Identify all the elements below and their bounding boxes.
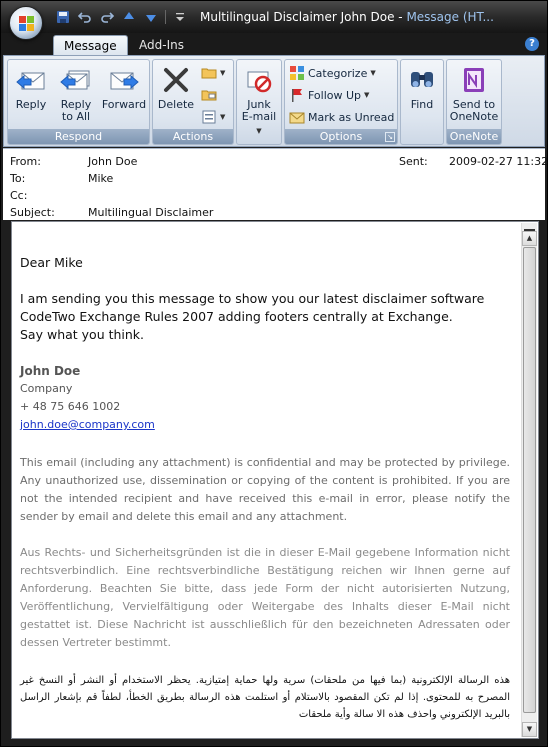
subject-label: Subject: [10, 206, 55, 219]
group-find [400, 59, 444, 145]
rule-icon [201, 87, 217, 103]
categorize-icon [289, 65, 305, 81]
scroll-up-arrow-icon[interactable]: ▲ [522, 231, 537, 246]
message-header [3, 148, 548, 220]
other-actions-icon [201, 109, 217, 125]
signature-company: Company [20, 382, 73, 395]
reply-icon [15, 64, 47, 96]
categorize-dropdown-icon: ▼ [370, 69, 376, 77]
message-body [20, 254, 510, 723]
ribbon-tabs [1, 33, 547, 55]
redo-icon[interactable] [99, 9, 115, 25]
group-onenote-label: OneNote [447, 129, 501, 144]
group-options-label [285, 129, 397, 144]
disclaimer-arabic: هذه الرسالة الإلكترونية (بما فيها من ملحقات) سرية ولها حماية إمتيازية. يحظر الاستخدام أو النشر أو النسخ غير المصرح به للمحتوى. إذا لم تكن المقصود بالاستلام أو استلمت هذه الرسالة بطريق الخطأ، لطفاً قم بإشعار الراسل بالبريد الإلكتروني واحذف هذه الا سالة وأية ملحقات [20, 675, 510, 720]
scroll-down-arrow-icon[interactable]: ▼ [522, 722, 537, 737]
save-icon[interactable] [55, 9, 71, 25]
disclaimer-german: Aus Rechts- und Sicherheitsgründen ist die in dieser E-Mail gegebene Information nicht rechtsverbindlich. Eine rechtsverbindliche Bestätigung reichen wir Ihnen gerne auf Anforderung. Beachten Sie bitte, dass jede Form der nicht autorisierten Nutzung, Veröffentlichung, Vervielfältigung oder Weitergabe des Inhalts dieser E-Mail nicht gestattet ist. Diese Nachricht ist ausschließlich für den bezeichneten Adressaten oder dessen Vertreter bestimmt. [20, 546, 510, 649]
from-label: From: [10, 155, 41, 168]
title-app: Message (HT... [406, 10, 494, 24]
body-line-1: I am sending you this message to show you our latest disclaimer software [20, 291, 485, 306]
body-line-3: Say what you think. [20, 327, 145, 342]
move-dropdown-icon: ▼ [220, 69, 226, 77]
signature-email-link[interactable]: john.doe@company.com [20, 418, 155, 431]
categorize-button[interactable] [289, 64, 376, 82]
subject-value: Multilingual Disclaimer [88, 206, 214, 219]
categorize-label: Categorize [308, 66, 368, 80]
send-to-onenote-button[interactable] [449, 64, 499, 123]
forward-button[interactable] [101, 64, 147, 111]
reply-all-icon [60, 64, 92, 96]
sent-value: 2009-02-27 11:32 [449, 155, 548, 168]
signature [20, 362, 510, 434]
undo-icon[interactable] [77, 9, 93, 25]
office-button[interactable] [9, 6, 43, 40]
to-value[interactable]: Mike [88, 172, 114, 185]
group-junk [236, 59, 282, 145]
follow-up-label: Follow Up [308, 88, 362, 102]
body-line-2: CodeTwo Exchange Rules 2007 adding footers centrally at Exchange. [20, 309, 453, 324]
junk-email-button[interactable] [238, 64, 280, 137]
help-icon[interactable]: ? [525, 37, 539, 51]
window-title [200, 10, 494, 24]
to-label: To: [10, 172, 26, 185]
forward-icon [108, 64, 140, 96]
tab-add-ins[interactable]: Add-Ins [139, 38, 184, 52]
junk-label-2: E-mail [241, 110, 277, 123]
toolbar-separator [165, 10, 166, 24]
options-dialog-launcher[interactable]: ↘ [385, 132, 395, 142]
split-bar[interactable] [522, 224, 537, 230]
disclaimer-english: This email (including any attachment) is confidential and may be protected by privilege. Any unauthorized use, dissemination or copying of the content is prohibited. If you are not the intended recipient and have received this e-mail in error, please notify the sender by email and delete this email and any attachment. [20, 456, 510, 523]
ribbon [3, 55, 545, 147]
tab-message[interactable]: Message [53, 35, 128, 55]
cc-label: Cc: [10, 189, 28, 202]
forward-label: Forward [101, 98, 147, 111]
sent-label: Sent: [399, 155, 428, 168]
follow-up-dropdown-icon: ▼ [364, 91, 370, 99]
reply-all-label-1: Reply [60, 98, 92, 111]
send-onenote-label-2: OneNote [449, 110, 499, 123]
move-to-folder-button[interactable] [201, 64, 225, 82]
greeting: Dear Mike [20, 255, 83, 270]
quick-access-toolbar [55, 9, 188, 25]
signature-name: John Doe [20, 364, 81, 378]
create-rule-button[interactable] [201, 86, 217, 104]
junk-label-1: Junk [247, 98, 271, 111]
group-respond-label: Respond [8, 129, 149, 144]
reply-button[interactable] [11, 64, 51, 111]
delete-button[interactable] [156, 64, 196, 111]
mark-unread-label: Mark as Unread [308, 110, 395, 124]
office-logo-icon [19, 16, 35, 32]
signature-phone: + 48 75 646 1002 [20, 400, 121, 413]
delete-icon [160, 64, 192, 96]
group-actions [152, 59, 234, 145]
scroll-thumb[interactable] [523, 247, 536, 713]
follow-up-button[interactable] [289, 86, 369, 104]
find-label: Find [410, 98, 434, 111]
reply-label: Reply [15, 98, 47, 111]
junk-dropdown-icon: ▼ [256, 127, 262, 135]
group-onenote [446, 59, 502, 145]
find-button[interactable] [402, 64, 442, 111]
reply-all-label-2: to All [61, 110, 91, 123]
group-options [284, 59, 398, 145]
message-body-pane[interactable] [11, 221, 539, 739]
mark-unread-icon [289, 109, 305, 125]
next-item-icon[interactable] [143, 9, 159, 25]
mark-as-unread-button[interactable] [289, 108, 394, 126]
title-bar [1, 1, 547, 33]
title-main: Multilingual Disclaimer John Doe - [200, 10, 407, 24]
reply-all-button[interactable] [54, 64, 98, 123]
onenote-icon [458, 64, 490, 96]
previous-item-icon[interactable] [121, 9, 137, 25]
move-folder-icon [201, 65, 217, 81]
flag-icon [289, 87, 305, 103]
delete-label: Delete [157, 98, 195, 111]
group-respond [7, 59, 150, 145]
binoculars-icon [406, 64, 438, 96]
other-actions-button[interactable] [201, 108, 225, 126]
from-value[interactable]: John Doe [88, 155, 138, 168]
options-label-text: Options [319, 130, 363, 143]
send-onenote-label-1: Send to [452, 98, 496, 111]
vertical-scrollbar[interactable] [521, 223, 537, 737]
other-actions-dropdown-icon: ▼ [220, 113, 226, 121]
group-actions-label: Actions [153, 129, 233, 144]
customize-toolbar-icon[interactable] [172, 9, 188, 25]
junk-email-icon [243, 64, 275, 96]
